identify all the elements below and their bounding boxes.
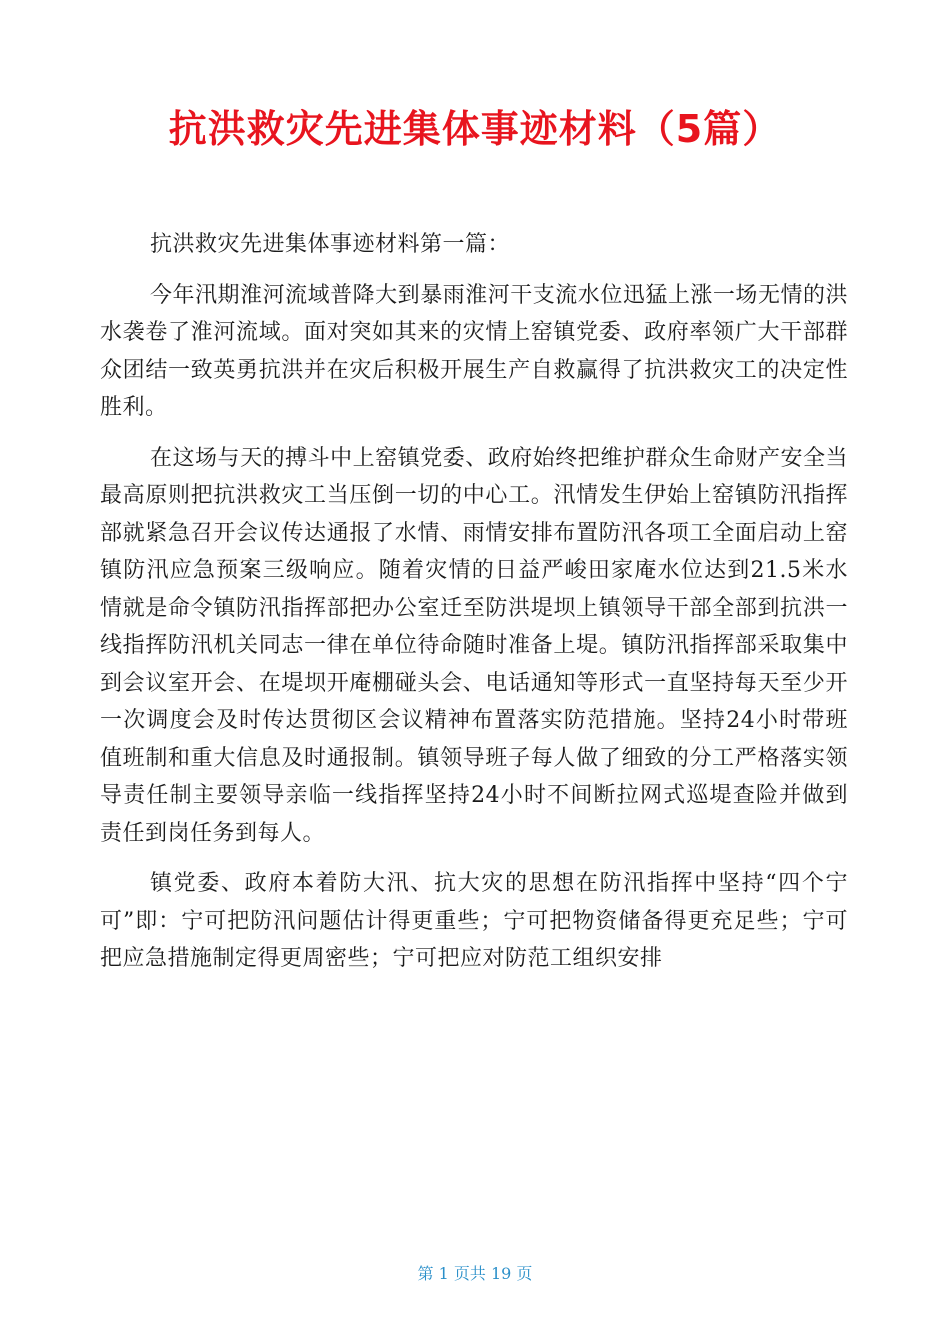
document-body (100, 226, 848, 978)
body-paragraph: 今年汛期淮河流域普降大到暴雨淮河干支流水位迅猛上涨一场无情的洪水袭卷了淮河流域。面对突如其来的灾情上窑镇党委、政府率领广大干部群众团结一致英勇抗洪并在灾后积极开展生产自救赢得了抗洪救灾工的决定性胜利。 (100, 282, 848, 420)
body-paragraph: 在这场与天的搏斗中上窑镇党委、政府始终把维护群众生命财产安全当最高原则把抗洪救灾工当压倒一切的中心工。汛情发生伊始上窑镇防汛指挥部就紧急召开会议传达通报了水情、雨情安排布置防汛各项工全面启动上窑镇防汛应急预案三级响应。随着灾情的日益严峻田家庵水位达到21.5米水情就是命令镇防汛指挥部把办公室迁至防洪堤坝上镇领导干部全部到抗洪一线指挥防汛机关同志一律在单位待命随时准备上堤。镇防汛指挥部采取集中到会议室开会、在堤坝开庵棚碰头会、电话通知等形式一直坚持每天至少开一次调度会及时传达贯彻区会议精神布置落实防范措施。坚持24小时带班值班制和重大信息及时通报制。镇领导班子每人做了细致的分工严格落实领导责任制主要领导亲临一线指挥坚持24小时不间断拉网式巡堤查险并做到责任到岗任务到每人。 (100, 445, 848, 846)
document-title: 抗洪救灾先进集体事迹材料（5篇） (168, 107, 782, 151)
page-footer (0, 1262, 950, 1286)
page-number-label: 第 1 页共 19 页 (417, 1264, 533, 1283)
body-paragraph: 镇党委、政府本着防大汛、抗大灾的思想在防汛指挥中坚持“四个宁可”即：宁可把防汛问题估计得更重些；宁可把物资储备得更充足些；宁可把应急措施制定得更周密些；宁可把应对防范工组织安排 (100, 871, 848, 971)
section-heading: 抗洪救灾先进集体事迹材料第一篇： (150, 232, 511, 257)
